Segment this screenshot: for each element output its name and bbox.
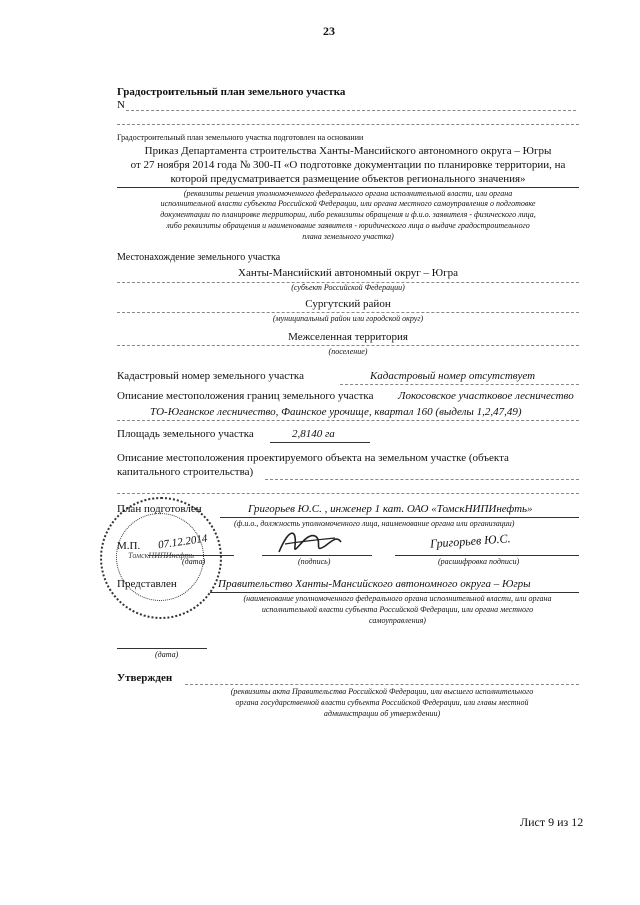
date-line	[148, 555, 234, 556]
basis-note-2: исполнительной власти субъекта Российской Федерации, или органа местного самоуправления о подготовке	[160, 199, 536, 208]
date-note: (дата)	[182, 557, 206, 566]
presented-value: Правительство Ханты-Мансийского автономного округа – Югры	[218, 578, 531, 590]
object-line-2	[117, 493, 579, 494]
sheet-number: Лист 9 из 12	[520, 815, 584, 829]
prepared-label: План подготовлен	[117, 503, 202, 515]
seal-text: ТомскНИПИнефть	[128, 551, 194, 560]
basis-underline	[117, 187, 579, 188]
number-line	[126, 110, 576, 111]
divider-line	[117, 124, 579, 125]
cadastral-line	[340, 384, 579, 385]
area-line	[270, 442, 370, 443]
basis-note-1: (реквизиты решения уполномоченного федерального органа исполнительной власти, или органа	[183, 189, 513, 198]
location-label: Местонахождение земельного участка	[117, 252, 281, 263]
date2-note: (дата)	[155, 650, 179, 659]
district-line	[117, 312, 579, 313]
boundary-value-2: ТО-Юганское лесничество, Фаинское урочище, квартал 160 (выделы 1,2,47,49)	[150, 406, 522, 418]
prepared-line	[220, 517, 579, 518]
cadastral-value: Кадастровый номер отсутствует	[370, 370, 536, 382]
decode-line	[395, 555, 579, 556]
approved-note-1: (реквизиты акта Правительства Российской Федерации, или высшего исполнительного	[230, 687, 534, 696]
area-label: Площадь земельного участка	[117, 428, 254, 440]
signature-note: (подпись)	[298, 557, 331, 566]
prepared-note: (ф.и.о., должность уполномоченного лица, наименование органа или организации)	[234, 519, 515, 528]
document-heading: Градостроительный план земельного участка	[117, 86, 346, 98]
boundary-line	[117, 420, 579, 421]
prepared-value: Григорьев Ю.С. , инженер 1 кат. ОАО «ТомскНИПИнефть»	[248, 503, 533, 515]
object-label-2: капитального строительства)	[117, 466, 254, 478]
settlement-line	[117, 345, 579, 346]
presented-note-3: самоуправления)	[369, 616, 426, 625]
decode-handwritten: Григорьев Ю.С.	[429, 531, 511, 551]
district-value: Сургутский район	[305, 298, 391, 310]
mp-label: М.П.	[117, 540, 141, 552]
basis-note-5: плана земельного участка)	[302, 232, 394, 241]
approved-line	[185, 684, 579, 685]
date2-line	[117, 648, 207, 649]
approved-note-2: органа государственной власти субъекта Российской Федерации, или главы местной	[235, 698, 529, 707]
basis-note-4: либо реквизиты обращения и наименование заявителя - юридического лица о выдаче градостроительного	[166, 221, 530, 230]
presented-label: Представлен	[117, 578, 177, 590]
area-value: 2,8140 га	[292, 428, 335, 440]
approved-note-3: администрации об утверждении)	[323, 709, 441, 718]
district-note: (муниципальный район или городской округ)	[272, 314, 424, 323]
object-line-1	[265, 479, 579, 480]
object-label-1: Описание местоположения проектируемого объекта на земельном участке (объекта	[117, 452, 509, 464]
basis-line-3: которой предусматривается размещение объектов регионального значения»	[170, 173, 526, 185]
settlement-note: (поселение)	[328, 347, 368, 356]
basis-line-1: Приказ Департамента строительства Ханты-Мансийского автономного округа – Югры	[144, 145, 552, 157]
presented-note-1: (наименование уполномоченного федерального органа исполнительной власти, или органа	[243, 594, 552, 603]
approved-label: Утвержден	[117, 672, 173, 684]
date-handwritten: 07.12.2014	[157, 532, 209, 552]
settlement-value: Межселенная территория	[288, 331, 408, 343]
plan-number-prefix: N	[117, 99, 125, 111]
cadastral-label: Кадастровый номер земельного участка	[117, 370, 304, 382]
subject-value: Ханты-Мансийский автономный округ – Югра	[238, 267, 458, 279]
basis-label: Градостроительный план земельного участка подготовлен на основании	[117, 133, 364, 142]
subject-note: (субъект Российской Федерации)	[291, 283, 405, 292]
boundary-label: Описание местоположения границ земельного участка	[117, 390, 374, 402]
basis-note-3: документации по планировке территории, либо реквизиты обращения и ф.и.о. заявителя - физического лица,	[160, 210, 536, 219]
page-number: 23	[323, 24, 335, 38]
presented-line	[210, 592, 579, 593]
presented-note-2: исполнительной власти субъекта Российской Федерации, или органа местного	[261, 605, 534, 614]
signature-line	[262, 555, 372, 556]
decode-note: (расшифровка подписи)	[438, 557, 520, 566]
boundary-value-1: Локосовское участковое лесничество	[398, 390, 574, 402]
basis-line-2: от 27 ноября 2014 года № 300-П «О подготовке документации по планировке территории, на	[130, 159, 566, 171]
